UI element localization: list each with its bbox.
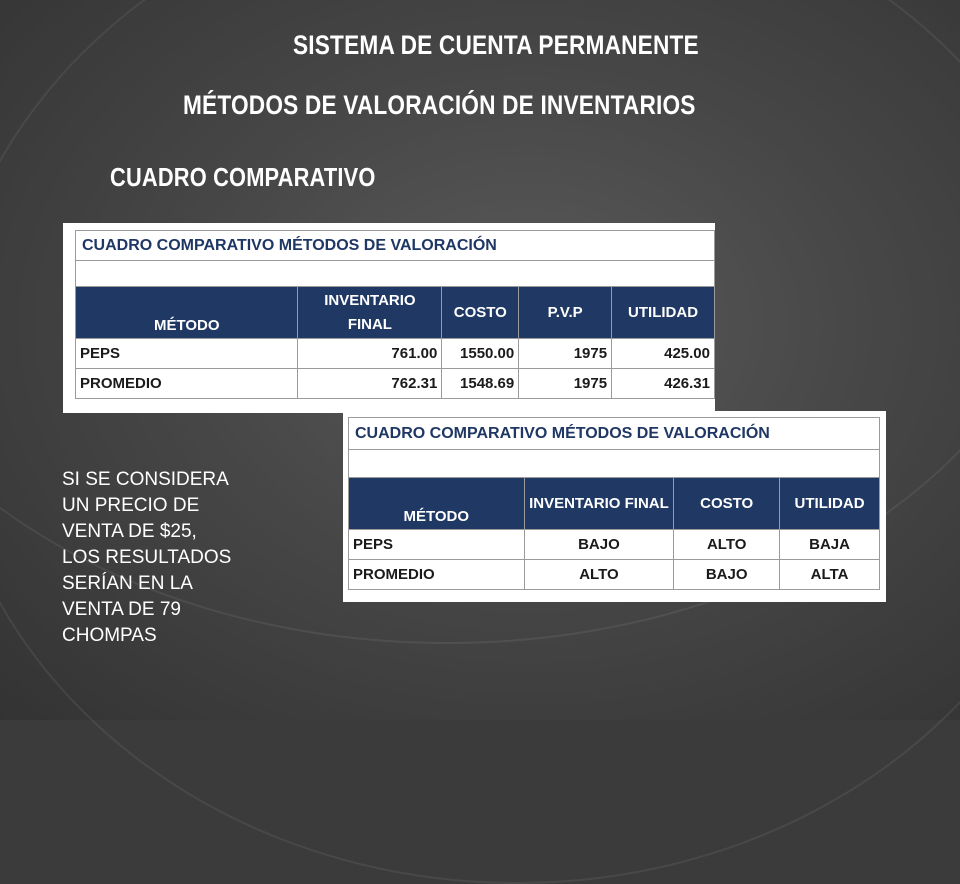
column-header: UTILIDAD (612, 287, 715, 339)
table-numeric-grid (75, 230, 715, 399)
note-line: VENTA DE 79 (62, 599, 181, 620)
empty-row (76, 261, 715, 287)
table-cell: 1550.00 (442, 339, 519, 369)
column-header: COSTO (442, 287, 519, 339)
table-cell: ALTO (674, 530, 780, 560)
table-qualitative-grid (348, 417, 880, 590)
column-header: MÉTODO (76, 287, 298, 339)
table-cell: 1975 (519, 369, 612, 399)
table-cell: 426.31 (612, 369, 715, 399)
table-cell: BAJO (674, 560, 780, 590)
table-row (76, 339, 715, 369)
note-line: LOS RESULTADOS (62, 547, 232, 568)
section-heading: CUADRO COMPARATIVO (110, 162, 376, 192)
column-header: INVENTARIO FINAL (298, 287, 442, 339)
note-text (62, 467, 282, 649)
note-line: UN PRECIO DE (62, 495, 200, 516)
table-cell: ALTO (524, 560, 674, 590)
column-header: UTILIDAD (780, 478, 880, 530)
table-row (349, 560, 880, 590)
empty-row (349, 450, 880, 478)
table-cell: PEPS (349, 530, 525, 560)
table-row (76, 369, 715, 399)
slide-title: SISTEMA DE CUENTA PERMANENTE (293, 30, 699, 60)
note-line: SERÍAN EN LA (62, 573, 193, 594)
note-line: CHOMPAS (62, 625, 157, 646)
table-cell: 761.00 (298, 339, 442, 369)
table-cell: 762.31 (298, 369, 442, 399)
table-cell: BAJA (780, 530, 880, 560)
table-cell: ALTA (780, 560, 880, 590)
table-cell: 1548.69 (442, 369, 519, 399)
table-row (349, 530, 880, 560)
table-caption: CUADRO COMPARATIVO MÉTODOS DE VALORACIÓN (76, 231, 715, 261)
note-line: SI SE CONSIDERA (62, 469, 229, 490)
table-cell: 425.00 (612, 339, 715, 369)
column-header: P.V.P (519, 287, 612, 339)
column-header: INVENTARIO FINAL (524, 478, 674, 530)
table-cell: BAJO (524, 530, 674, 560)
column-header: MÉTODO (349, 478, 525, 530)
table-cell: 1975 (519, 339, 612, 369)
table-caption: CUADRO COMPARATIVO MÉTODOS DE VALORACIÓN (349, 418, 880, 450)
column-header: COSTO (674, 478, 780, 530)
table-cell: PEPS (76, 339, 298, 369)
comparison-table-numeric (63, 223, 715, 413)
table-cell: PROMEDIO (349, 560, 525, 590)
comparison-table-qualitative (343, 411, 886, 602)
slide-subtitle: MÉTODOS DE VALORACIÓN DE INVENTARIOS (183, 90, 696, 120)
table-cell: PROMEDIO (76, 369, 298, 399)
note-line: VENTA DE $25, (62, 521, 197, 542)
